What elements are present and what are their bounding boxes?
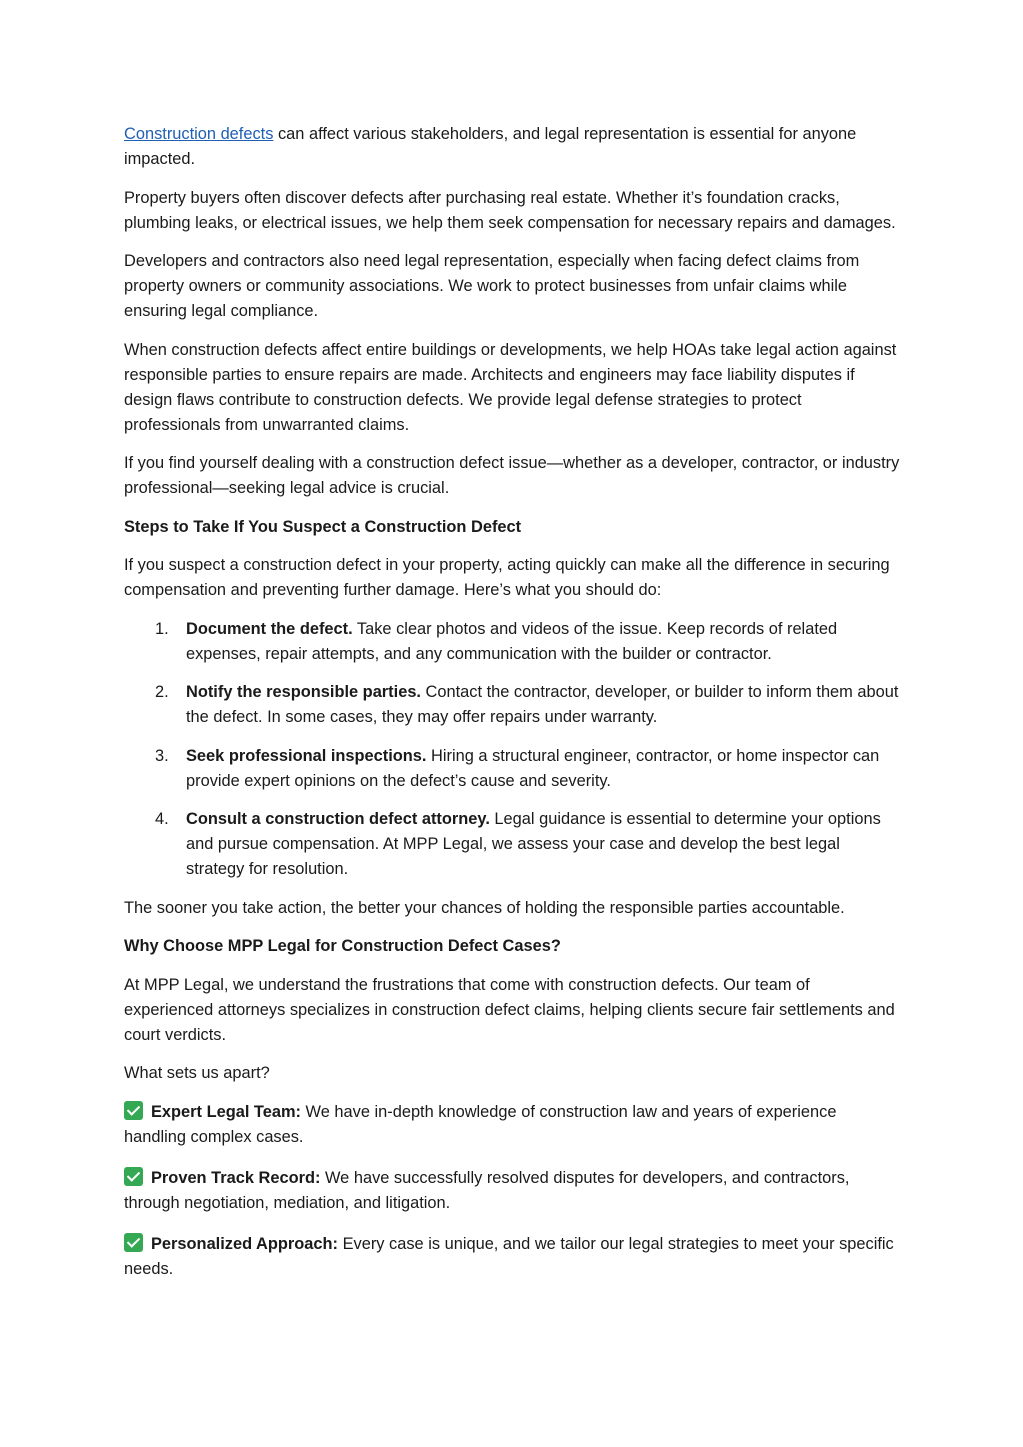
feature-title: Personalized Approach: [151,1234,339,1253]
construction-defects-link[interactable]: Construction defects [124,125,274,143]
list-number: 3. [155,746,169,765]
list-number: 1. [155,619,169,638]
list-number: 2. [155,683,169,701]
document-page [124,122,902,1298]
list-item [124,807,902,882]
intro-paragraph [124,122,902,172]
steps-heading: Steps to Take If You Suspect a Construction Defect [124,517,522,536]
list-item-title: Document the defect. [186,619,353,638]
list-item-title: Seek professional inspections. [186,746,427,765]
list-item-text: Legal guidance is essential to determine your options and pursue compensation. At MPP Legal, we assess your case and develop the best legal strategy for resolution. [186,810,881,878]
why-intro: At MPP Legal, we understand the frustrations that come with construction defects. Our team of experienced attorneys specializes in construction defect claims, helping clients secure fair settlements and court verdicts. [124,975,895,1044]
feature-text: We have successfully resolved disputes for developers, and contractors, through negotiation, mediation, and litigation. [124,1168,850,1212]
paragraph-buyers: Property buyers often discover defects after purchasing real estate. Whether it’s foundation cracks, plumbing leaks, or electrical issues, we help them seek compensation for necessary repairs and damages. [124,188,896,232]
list-item-text: Hiring a structural engineer, contractor, or home inspector can provide expert opinions on the defect’s cause and severity. [186,746,880,790]
steps-intro: If you suspect a construction defect in your property, acting quickly can make all the difference in securing compensation and preventing further damage. Here’s what you should do: [124,556,890,599]
list-item-title: Consult a construction defect attorney. [186,810,490,828]
feature-text: Every case is unique, and we tailor our legal strategies to meet your specific needs. [124,1234,894,1278]
feature-item [124,1232,902,1282]
paragraph-hoas: When construction defects affect entire buildings or developments, we help HOAs take legal action against responsible parties to ensure repairs are made. Architects and engineers may face liability disputes if design flaws contribute to construction defects. We provide legal defense strategies to protect professionals from unwarranted claims. [124,340,897,434]
check-mark-button-icon [124,1233,143,1252]
list-number: 4. [155,810,169,828]
paragraph-advice: If you find yourself dealing with a construction defect issue—whether as a developer, contractor, or industry professional—seeking legal advice is crucial. [124,454,900,497]
list-item-title: Notify the responsible parties. [186,683,421,701]
list-item [124,617,902,667]
feature-title: Proven Track Record: [151,1168,321,1187]
intro-text: can affect various stakeholders, and legal representation is essential for anyone impacted. [124,125,857,168]
why-heading: Why Choose MPP Legal for Construction Defect Cases? [124,937,561,955]
list-item [124,680,902,730]
check-mark-button-icon [124,1167,143,1186]
feature-title: Expert Legal Team: [151,1102,301,1121]
check-mark-button-icon [124,1101,143,1120]
sets-apart-text: What sets us apart? [124,1064,270,1082]
feature-item [124,1100,902,1150]
paragraph-developers: Developers and contractors also need legal representation, especially when facing defect claims from property owners or community associations. We work to protect businesses from unfair claims while ensuring legal compliance. [124,252,860,320]
list-item [124,744,902,794]
feature-text: We have in-depth knowledge of construction law and years of experience handling complex cases. [124,1102,837,1146]
steps-closing: The sooner you take action, the better your chances of holding the responsible parties accountable. [124,898,845,917]
steps-list [124,617,902,883]
list-item-text: Take clear photos and videos of the issue. Keep records of related expenses, repair attempts, and any communication with the builder or contractor. [186,619,838,663]
feature-item [124,1166,902,1216]
list-item-text: Contact the contractor, developer, or builder to inform them about the defect. In some cases, they may offer repairs under warranty. [186,683,899,726]
